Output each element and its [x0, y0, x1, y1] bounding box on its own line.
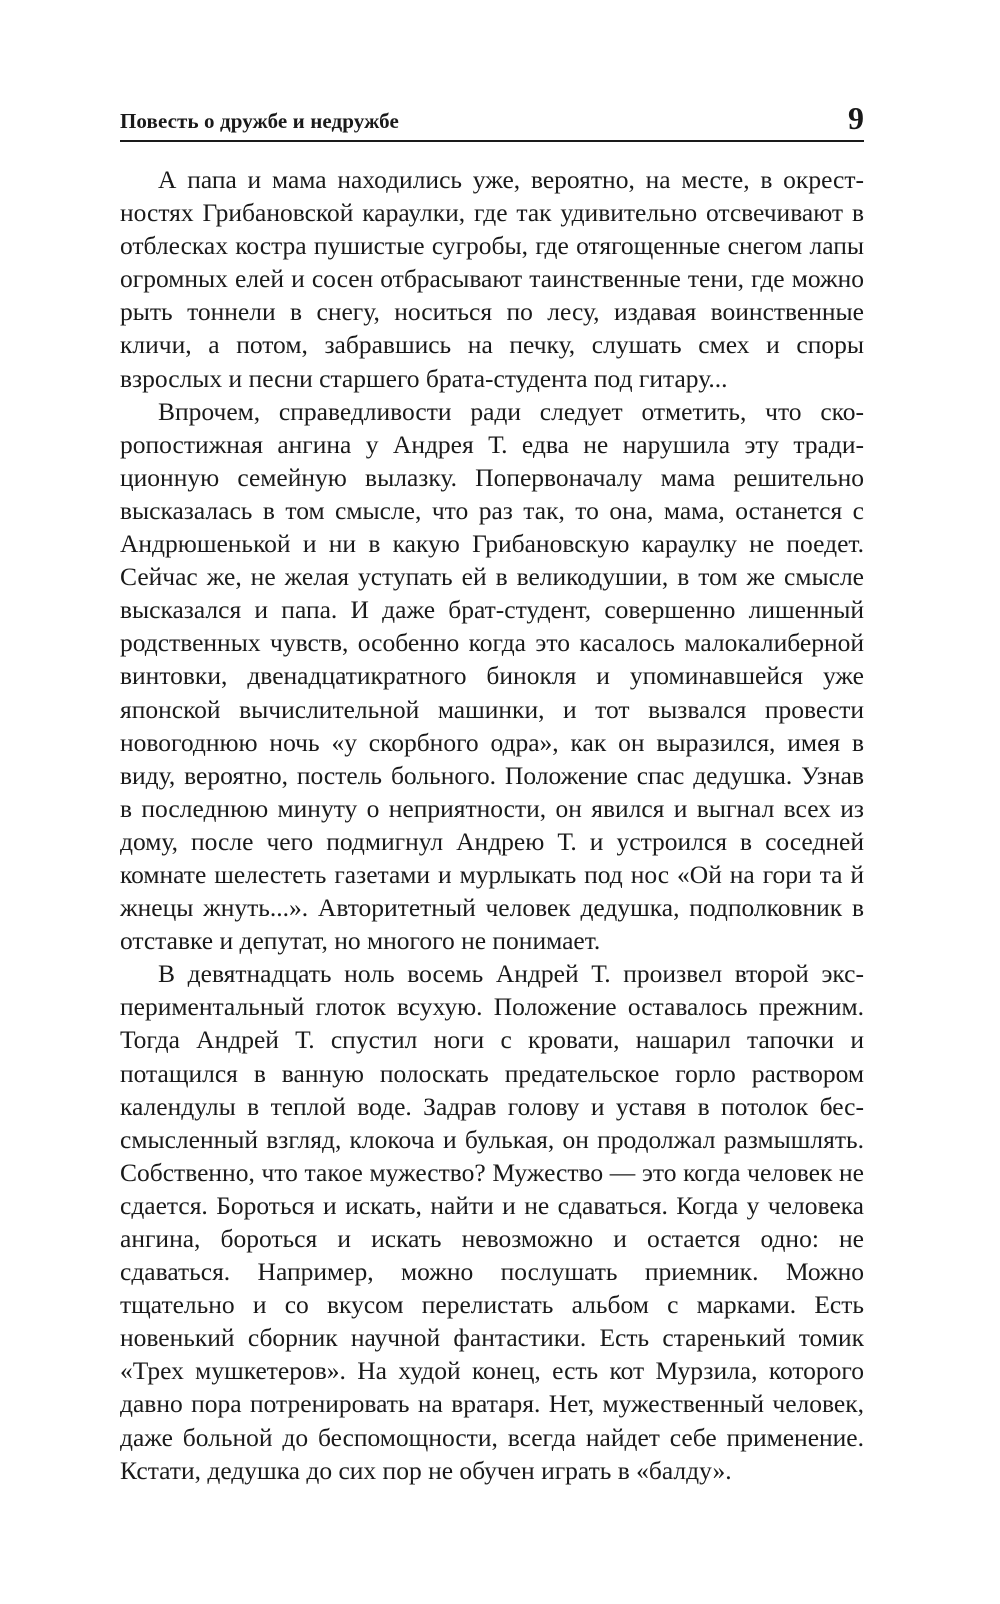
book-page — [120, 96, 864, 1487]
paragraph-1: А папа и мама находились уже, вероятно, на месте, в окрестностях Грибановской караулки, где так удивительно отсвечивают в отблесках костра пушистые сугробы, где отягощенные снегом лапы огромных елей и сосен отбрасывают таинственные тени, где можно рыть тоннели в снегу, носиться по лесу, издавая воинственные кличи, а потом, забравшись на печку, слушать смех и споры взрослых и песни старшего брата-студента под гитару... — [120, 165, 864, 393]
page-number: 9 — [848, 100, 864, 136]
body-text — [120, 163, 864, 1487]
paragraph-3: В девятнадцать ноль восемь Андрей Т. произвел второй экспериментальный глоток всухую. Положение оставалось прежним. Тогда Андрей Т. спустил ноги с кровати, нашарил тапочки и потащился в ванную полоскать предательское горло раствором календулы в теплой воде. Задрав голову и уставя в потолок бессмысленный взгляд, клокоча и булькая, он продолжал размышлять. Собственно, что такое мужество? Мужество — это когда человек не сдается. Бороться и искать, найти и не сдаваться. Когда у человека ангина, бороться и искать невозможно и остается одно: не сдаваться. Например, можно послушать приемник. Можно тщательно и со вкусом перелистать альбом с марками. Есть новенький сборник научной фантастики. Есть старенький томик «Трех мушкетеров». На худой конец, есть кот Мурзила, которого давно пора потренировать на вратаря. Нет, мужественный человек, даже больной до беспомощности, всегда найдет себе применение. Кстати, дедушка до сих пор не обучен играть в «балду». — [120, 959, 864, 1485]
running-title: Повесть о дружбе и недружбе — [120, 109, 399, 133]
running-header — [120, 96, 864, 142]
paragraph-2: Впрочем, справедливости ради следует отметить, что скоропостижная ангина у Андрея Т. едва не нарушила эту традиционную семейную вылазку. Попервоначалу мама решительно высказалась в том смысле, что раз так, то она, мама, останется с Андрюшенькой и ни в какую Грибановскую караулку не поедет. Сейчас же, не желая уступать ей в великодушии, в том же смысле высказался и папа. И даже брат-студент, совершенно лишенный родственных чувств, особенно когда это касалось малокалиберной винтовки, двенадцатикратного бинокля и упоминавшейся уже японской вычислительной машинки, и тот вызвался провести новогоднюю ночь «у скорбного одра», как он выразился, имея в виду, вероятно, постель больного. Положение спас дедушка. Узнав в последнюю минуту о неприятности, он явился и выгнал всех из дому, после чего подмигнул Андрею Т. и устроился в соседней комнате шелестеть газетами и мурлыкать под нос «Ой на гори та й жнецы жнуть...». Авторитетный человек дедушка, подполковник в отставке и депутат, но многого не понимает. — [120, 396, 864, 956]
